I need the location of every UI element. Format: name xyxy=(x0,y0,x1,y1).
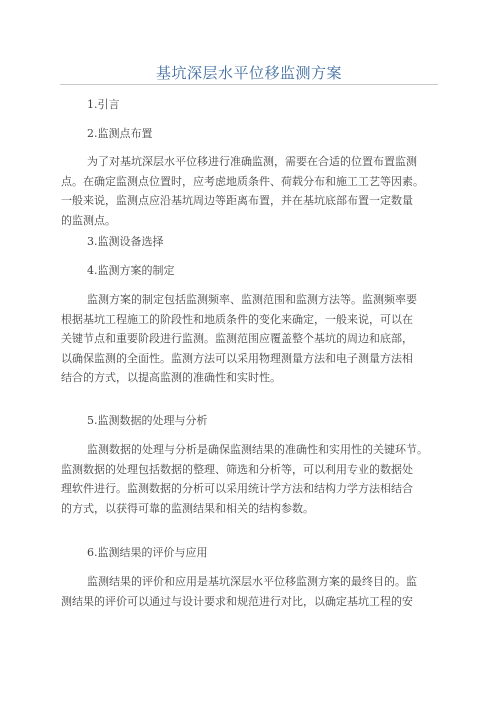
section-heading-evaluation: 6.监测结果的评价与应用 xyxy=(87,546,208,559)
section-paragraph-plan xyxy=(61,290,451,388)
section-paragraph-evaluation xyxy=(61,572,451,611)
paragraph-line: 的监测点。 xyxy=(61,213,116,227)
section-paragraph-data-processing xyxy=(61,440,451,518)
paragraph-line: 以确保监测的全面性。监测方法可以采用物理测量方法和电子测量方法相 xyxy=(61,351,413,365)
section-paragraph-monitoring-points xyxy=(61,152,451,230)
paragraph-line: 一般来说，监测点应沿基坑周边等距离布置，并在基坑底部布置一定数量 xyxy=(61,194,413,207)
paragraph-line: 为了对基坑深层水平位移进行准确监测，需要在合适的位置布置监测 xyxy=(87,155,417,168)
paragraph-line: 根据基坑工程施工的阶段性和地质条件的变化来确定，一般来说，可以在 xyxy=(61,312,413,326)
title-divider xyxy=(60,84,438,85)
section-heading-plan: 4.监测方案的制定 xyxy=(87,264,175,277)
paragraph-line: 结合的方式，以提高监测的准确性和实时性。 xyxy=(61,371,281,384)
section-heading-data-processing: 5.监测数据的处理与分析 xyxy=(87,414,208,427)
paragraph-line: 点。在确定监测点位置时，应考虑地质条件、荷载分布和施工工艺等因素。 xyxy=(61,174,424,188)
section-heading-monitoring-points: 2.监测点布置 xyxy=(87,127,153,140)
paragraph-line: 的方式，以获得可靠的监测结果和相关的结构参数。 xyxy=(61,501,314,515)
section-heading-equipment: 3.监测设备选择 xyxy=(87,235,164,248)
paragraph-line: 监测数据的处理包括数据的整理、筛选和分析等，可以利用专业的数据处 xyxy=(61,462,413,476)
paragraph-line: 监测结果的评价和应用是基坑深层水平位移监测方案的最终目的。监 xyxy=(87,575,417,588)
paragraph-line: 关键节点和重要阶段进行监测。监测范围应覆盖整个基坑的周边和底部， xyxy=(61,332,413,345)
document-title: 基坑深层水平位移监测方案 xyxy=(155,64,342,82)
paragraph-line: 测结果的评价可以通过与设计要求和规范进行对比，以确定基坑工程的安 xyxy=(61,594,413,608)
paragraph-line: 理软件进行。监测数据的分析可以采用统计学方法和结构力学方法相结合 xyxy=(61,482,413,495)
paragraph-line: 监测方案的制定包括监测频率、监测范围和监测方法等。监测频率要 xyxy=(87,293,417,306)
section-heading-intro: 1.引言 xyxy=(87,98,120,111)
paragraph-line: 监测数据的处理与分析是确保监测结果的准确性和实用性的关键环节。 xyxy=(87,443,428,456)
